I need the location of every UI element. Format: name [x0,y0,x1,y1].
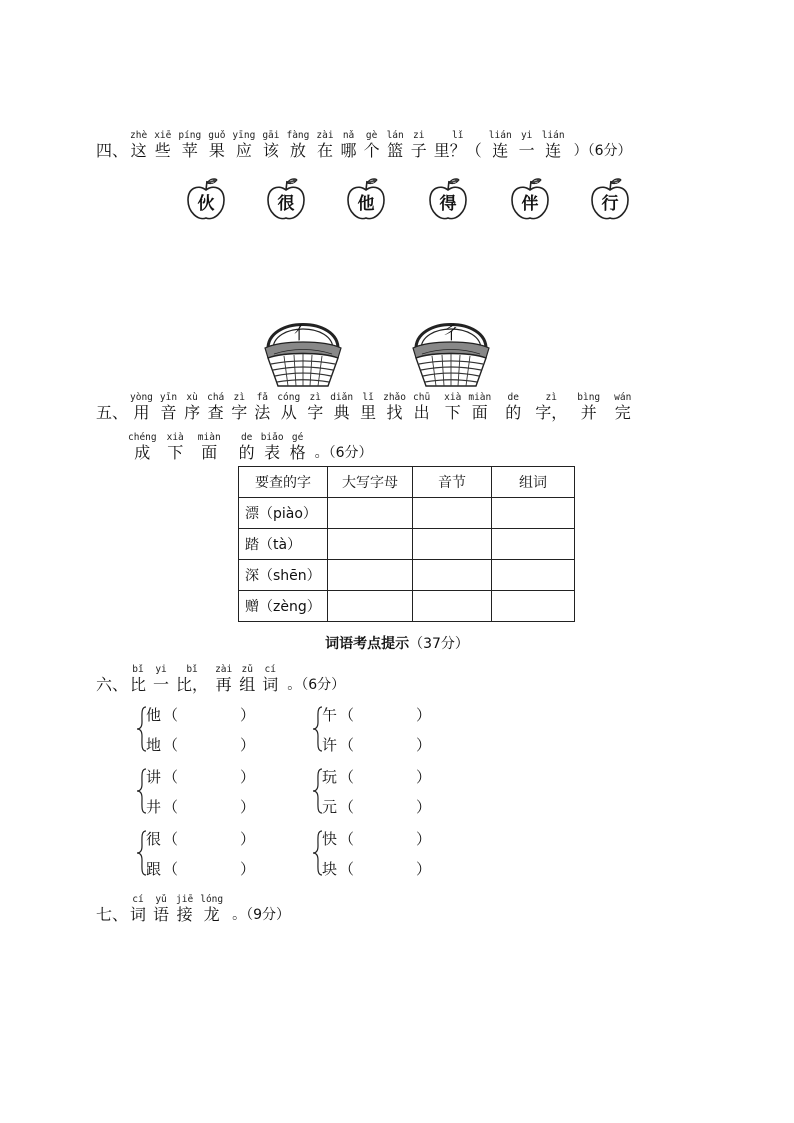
q6-tail: 。（6分） [287,677,346,693]
hanzi: 找 [386,403,403,422]
pinyin-char-unit [200,894,223,925]
table-cell-blank[interactable] [492,498,575,529]
pinyin-char-unit [239,432,255,463]
hanzi: 音 [160,403,177,422]
table-cell-char: 漂（piào） [239,498,328,529]
q5-line-2 [128,432,373,463]
apple-card[interactable] [186,176,226,222]
pinyin-char-unit [383,392,406,423]
hanzi: 序 [184,403,201,422]
paren-open: （ [339,798,355,816]
pinyin: lǐ [362,392,374,403]
table-cell-blank[interactable] [492,591,575,622]
hanzi: 表 [264,443,281,462]
pinyin: yòng [130,392,153,403]
pinyin-char-unit [198,432,221,463]
pair-row [146,706,255,724]
paren-close: ） [240,798,256,816]
hanzi: 子 [410,141,427,160]
compare-pair [312,828,432,878]
hanzi: 这 [130,141,147,160]
q5-number: 五、 [96,403,129,422]
pinyin: biǎo [260,432,284,443]
pinyin: fàng [286,130,310,141]
pinyin-char-unit [178,130,201,161]
paren-close: ） [240,860,256,878]
hanzi: 个 [363,141,380,160]
hanzi: 连 [545,141,562,160]
pinyin: jiē [176,894,194,905]
pair-row [146,768,255,786]
pinyin: chéng [128,432,157,443]
pinyin-char-unit [232,130,255,161]
pinyin-char-unit [413,392,430,423]
pinyin: xù [186,392,198,403]
pair-char: 午 [322,706,338,724]
pinyin: de [507,392,519,403]
dictionary-table [238,466,575,622]
hanzi: 果 [208,141,225,160]
paren-close: ） [240,768,256,786]
hanzi: 从 [280,403,297,422]
pinyin-char-unit [444,392,461,423]
pinyin-char-unit [153,894,169,925]
pinyin-char-unit [535,392,567,423]
paren-open: （ [339,736,355,754]
table-cell-blank[interactable] [328,560,413,591]
q4-tail: ）（6分） [573,143,632,159]
pinyin-char-unit [364,130,380,161]
pinyin: lián [541,130,565,141]
compare-pair [136,704,256,754]
apple-char: 行 [601,194,619,214]
hanzi: 法 [254,403,271,422]
compare-pair [312,704,432,754]
table-cell-char: 深（shēn） [239,560,328,591]
pinyin-char-unit [184,392,200,423]
pair-char: 快 [322,830,338,848]
paren-open: （ [339,768,355,786]
apple-card[interactable] [590,176,630,222]
table-row [239,529,575,560]
hanzi: 词 [262,675,279,694]
table-cell-char: 踏（tà） [239,529,328,560]
hanzi: 字 [307,403,324,422]
pinyin-char-unit [254,392,270,423]
hanzi: 里 [360,403,377,422]
hanzi: 面 [201,443,218,462]
pinyin-char-unit [316,130,333,161]
hanzi: 组 [239,675,256,694]
pinyin: de [240,432,253,443]
pair-row [146,860,255,878]
q5-tail: 。（6分） [314,445,373,461]
hanzi: 在 [316,141,333,160]
pinyin-char-unit [489,130,512,161]
table-cell-blank[interactable] [413,560,492,591]
pinyin-char-unit [130,392,153,423]
table-header: 组词 [492,467,575,498]
section-title [0,633,794,653]
pinyin-char-unit [290,432,306,463]
pinyin-char-unit [239,664,255,695]
paren-open: （ [339,706,355,724]
paren-close: ） [240,830,256,848]
pinyin-char-unit [434,130,482,161]
pinyin: lán [386,130,404,141]
hanzi: 放 [289,141,306,160]
paren-open: （ [163,798,179,816]
pinyin: yǔ [155,894,167,905]
paren-open: （ [163,860,179,878]
basket-card[interactable] [262,304,344,390]
hanzi: 一 [153,675,170,694]
table-cell-blank[interactable] [413,591,492,622]
table-cell-blank[interactable] [492,529,575,560]
pinyin: lóng [200,894,224,905]
compare-pair [312,766,432,816]
apple-card[interactable] [266,176,306,222]
pinyin: miàn [197,432,221,443]
hanzi: 比 [130,675,147,694]
table-cell-blank[interactable] [413,498,492,529]
pinyin: zài [215,664,233,675]
basket-radical: 彳 [442,323,460,344]
hanzi: 用 [133,403,150,422]
pinyin-char-unit [330,392,353,423]
hanzi: 字， [535,403,568,422]
pair-char: 井 [146,798,162,816]
paren-close: ） [416,768,432,786]
hanzi: 成 [134,443,151,462]
pair-char: 他 [146,706,162,724]
table-cell-blank[interactable] [492,560,575,591]
pinyin-char-unit [360,392,376,423]
pinyin-char-unit [261,432,284,463]
pinyin: zài [316,130,334,141]
pinyin-char-unit [160,392,177,423]
hanzi: 词 [130,905,147,924]
hanzi: 里？（ [433,141,482,160]
hanzi: 的 [505,403,522,422]
hanzi: 下 [444,403,461,422]
pair-row [322,860,431,878]
paren-open: （ [163,706,179,724]
pair-row [322,706,431,724]
pair-char: 讲 [146,768,162,786]
hanzi: 接 [176,905,193,924]
hanzi: 篮 [387,141,404,160]
pair-row [146,798,255,816]
pinyin: chá [207,392,225,403]
table-cell-blank[interactable] [328,498,413,529]
table-row [239,498,575,529]
apple-char: 伙 [197,194,215,214]
pair-char: 很 [146,830,162,848]
hanzi: 些 [154,141,171,160]
pinyin: diǎn [330,392,354,403]
q6-line [96,664,345,695]
pinyin-char-unit [130,130,147,161]
basket-icon [410,304,492,390]
pinyin-char-unit [153,664,169,695]
pinyin: zì [233,392,245,403]
paren-open: （ [163,830,179,848]
pair-row [322,768,431,786]
paren-open: （ [339,860,355,878]
pinyin-char-unit [286,130,309,161]
hanzi: 完 [614,403,631,422]
pinyin: lián [488,130,512,141]
table-header: 大写字母 [328,467,413,498]
hanzi: 出 [413,403,430,422]
paren-close: ） [416,706,432,724]
hanzi: 连 [492,141,509,160]
pinyin: gé [291,432,304,443]
hanzi: 格 [289,443,306,462]
apple-card[interactable] [428,176,468,222]
pinyin-char-unit [542,130,565,161]
pinyin: cí [264,664,276,675]
hanzi: 哪 [340,141,357,160]
paren-close: ） [416,830,432,848]
pinyin: zǔ [241,664,253,675]
q4-number: 四、 [96,141,129,160]
apple-char: 他 [357,194,375,214]
pinyin: yīn [159,392,178,403]
pinyin: lǐ [452,130,464,141]
pair-row [146,830,255,848]
hanzi: 该 [262,141,279,160]
pair-char: 跟 [146,860,162,878]
q6-number: 六、 [96,675,129,694]
pinyin: zì [545,392,557,403]
pinyin-char-unit [215,664,232,695]
table-row [239,591,575,622]
paren-close: ） [416,798,432,816]
q4-line [96,130,632,161]
q5-line-1 [96,392,638,423]
section-title-score: （37分） [409,636,469,652]
pinyin-char-unit [277,392,300,423]
pinyin-char-unit [387,130,404,161]
paren-open: （ [339,830,355,848]
paren-close: ） [240,736,256,754]
hanzi: 苹 [181,141,198,160]
pinyin: chū [413,392,431,403]
table-header-row [239,467,575,498]
pinyin: xià [444,392,462,403]
pinyin: guǒ [208,130,226,141]
table-header: 要查的字 [239,467,328,498]
hanzi: 语 [153,905,170,924]
pinyin-char-unit [577,392,600,423]
paren-close: ） [240,706,256,724]
section-title-bold: 词语考点提示 [325,636,410,652]
pinyin: xià [166,432,184,443]
pinyin: bǐ [186,664,198,675]
pinyin-char-unit [341,130,357,161]
pinyin-char-unit [519,130,535,161]
pair-row [322,798,431,816]
pair-char: 地 [146,736,162,754]
apple-char: 伴 [521,194,539,214]
paren-open: （ [163,768,179,786]
hanzi: 一 [518,141,535,160]
table-cell-blank[interactable] [328,529,413,560]
table-cell-char: 赠（zèng） [239,591,328,622]
hanzi: 面 [471,403,488,422]
compare-pair [136,828,256,878]
pinyin-char-unit [130,894,146,925]
pinyin-char-unit [614,392,631,423]
pair-row [146,736,255,754]
pinyin: fǎ [256,392,269,403]
pinyin: xiē [154,130,172,141]
paren-close: ） [416,736,432,754]
apple-card[interactable] [346,176,386,222]
pinyin-char-unit [262,130,279,161]
pinyin: miàn [468,392,492,403]
pinyin-char-unit [262,664,278,695]
pair-char: 玩 [322,768,338,786]
pinyin: yi [520,130,533,141]
basket-card[interactable] [410,304,492,390]
hanzi: 查 [207,403,224,422]
pinyin: wán [614,392,632,403]
paren-open: （ [163,736,179,754]
table-cell-blank[interactable] [328,591,413,622]
hanzi: 典 [333,403,350,422]
pinyin: zhǎo [383,392,406,403]
pinyin: bǐ [132,664,144,675]
pinyin: zi [413,130,425,141]
pair-char: 块 [322,860,338,878]
hanzi: 并 [580,403,597,422]
pair-char: 元 [322,798,338,816]
basket-icon [262,304,344,390]
pinyin-char-unit [130,664,146,695]
hanzi: 应 [235,141,252,160]
paren-close: ） [416,860,432,878]
pinyin: yīng [232,130,256,141]
hanzi: 比， [176,675,209,694]
apple-card[interactable] [510,176,550,222]
table-header: 音节 [413,467,492,498]
pinyin-char-unit [307,392,323,423]
pinyin-char-unit [231,392,247,423]
pinyin: cí [132,894,144,905]
table-row [239,560,575,591]
pinyin: cóng [277,392,301,403]
hanzi: 再 [215,675,232,694]
pinyin-char-unit [167,432,184,463]
pair-row [322,736,431,754]
pinyin-char-unit [505,392,521,423]
pinyin-char-unit [207,392,224,423]
hanzi: 龙 [203,905,220,924]
pinyin: píng [178,130,202,141]
hanzi: 的 [238,443,255,462]
q7-line [96,894,290,925]
basket-radical: 亻 [294,323,312,344]
q7-number: 七、 [96,905,129,924]
apple-char: 很 [277,194,295,214]
pinyin: bìng [577,392,601,403]
pinyin-char-unit [468,392,491,423]
pinyin: gè [365,130,378,141]
pinyin-char-unit [176,894,193,925]
pinyin-char-unit [176,664,208,695]
pinyin: gāi [262,130,280,141]
q7-tail: 。（9分） [232,907,291,923]
hanzi: 下 [167,443,184,462]
pinyin: zì [309,392,321,403]
compare-pair [136,766,256,816]
pair-row [322,830,431,848]
pinyin-char-unit [411,130,427,161]
table-cell-blank[interactable] [413,529,492,560]
pinyin-char-unit [154,130,171,161]
pair-char: 许 [322,736,338,754]
pinyin: zhè [130,130,148,141]
hanzi: 字 [231,403,248,422]
pinyin-char-unit [128,432,157,463]
pinyin-char-unit [208,130,225,161]
pinyin: yi [155,664,167,675]
pinyin: nǎ [342,130,355,141]
apple-char: 得 [439,194,457,214]
